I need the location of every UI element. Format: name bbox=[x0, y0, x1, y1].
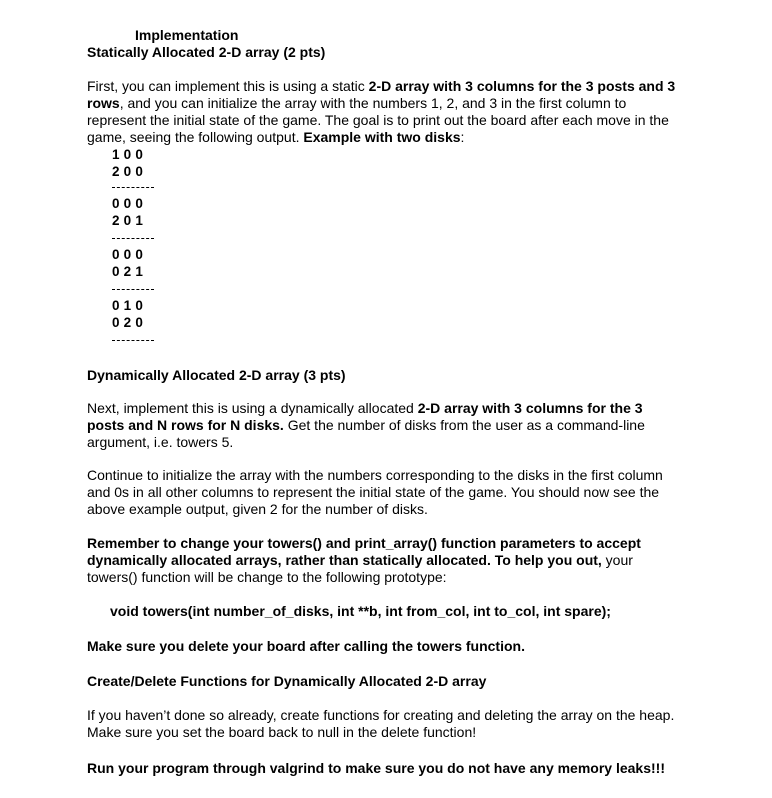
section1-title: Statically Allocated 2-D array (2 pts) bbox=[87, 44, 326, 60]
towers-prototype: void towers(int number_of_disks, int **b, int from_col, int to_col, int spare); bbox=[110, 603, 611, 619]
section2-paragraph-line: Remember to change your towers() and print_array() function parameters to accept bbox=[87, 535, 641, 551]
section2-paragraph-line: Next, implement this is using a dynamically allocated 2-D array with 3 columns for the 3 bbox=[87, 400, 643, 416]
board-row: 0 1 0 bbox=[112, 298, 144, 313]
board-row: 0 0 0 bbox=[112, 247, 144, 262]
board-separator bbox=[112, 238, 154, 239]
heading: Implementation bbox=[135, 27, 239, 43]
section2-paragraph-line: Continue to initialize the array with the numbers corresponding to the disks in the first column bbox=[87, 467, 663, 483]
section3-paragraph-line: If you haven’t done so already, create functions for creating and deleting the array on the heap. bbox=[87, 707, 675, 723]
section2-paragraph-line: and 0s in all other columns to represent the initial state of the game. You should now see the bbox=[87, 484, 660, 500]
board-row: 2 0 0 bbox=[112, 164, 144, 179]
board-row: 0 0 0 bbox=[112, 196, 144, 211]
section3-title: Create/Delete Functions for Dynamically Allocated 2-D array bbox=[87, 673, 487, 689]
board-row: 0 2 1 bbox=[112, 264, 144, 279]
delete-board-note: Make sure you delete your board after calling the towers function. bbox=[87, 638, 525, 654]
section2-paragraph-line: dynamically allocated arrays, rather than statically allocated. To help you out, your bbox=[87, 552, 633, 568]
section2-title: Dynamically Allocated 2-D array (3 pts) bbox=[87, 367, 346, 383]
board-row: 2 0 1 bbox=[112, 213, 144, 228]
board-separator bbox=[112, 340, 154, 341]
board-separator bbox=[112, 289, 154, 290]
section1-paragraph-line: rows, and you can initialize the array with the numbers 1, 2, and 3 in the first column to bbox=[87, 95, 627, 111]
valgrind-note: Run your program through valgrind to make sure you do not have any memory leaks!!! bbox=[87, 760, 665, 776]
section1-paragraph-line: game, seeing the following output. Example with two disks: bbox=[87, 129, 465, 145]
section3-paragraph-line: Make sure you set the board back to null in the delete function! bbox=[87, 724, 477, 740]
section1-paragraph-line: First, you can implement this is using a static 2-D array with 3 columns for the 3 posts and 3 bbox=[87, 78, 676, 94]
section2-paragraph-line: posts and N rows for N disks. Get the number of disks from the user as a command-line bbox=[87, 417, 645, 433]
board-row: 0 2 0 bbox=[112, 315, 144, 330]
section2-paragraph-line: argument, i.e. towers 5. bbox=[87, 434, 234, 450]
board-separator bbox=[112, 187, 154, 188]
section1-paragraph-line: represent the initial state of the game. The goal is to print out the board after each move in the bbox=[87, 112, 669, 128]
section2-paragraph-line: above example output, given 2 for the number of disks. bbox=[87, 501, 428, 517]
board-row: 1 0 0 bbox=[112, 147, 144, 162]
section2-paragraph-line: towers() function will be change to the following prototype: bbox=[87, 569, 447, 585]
